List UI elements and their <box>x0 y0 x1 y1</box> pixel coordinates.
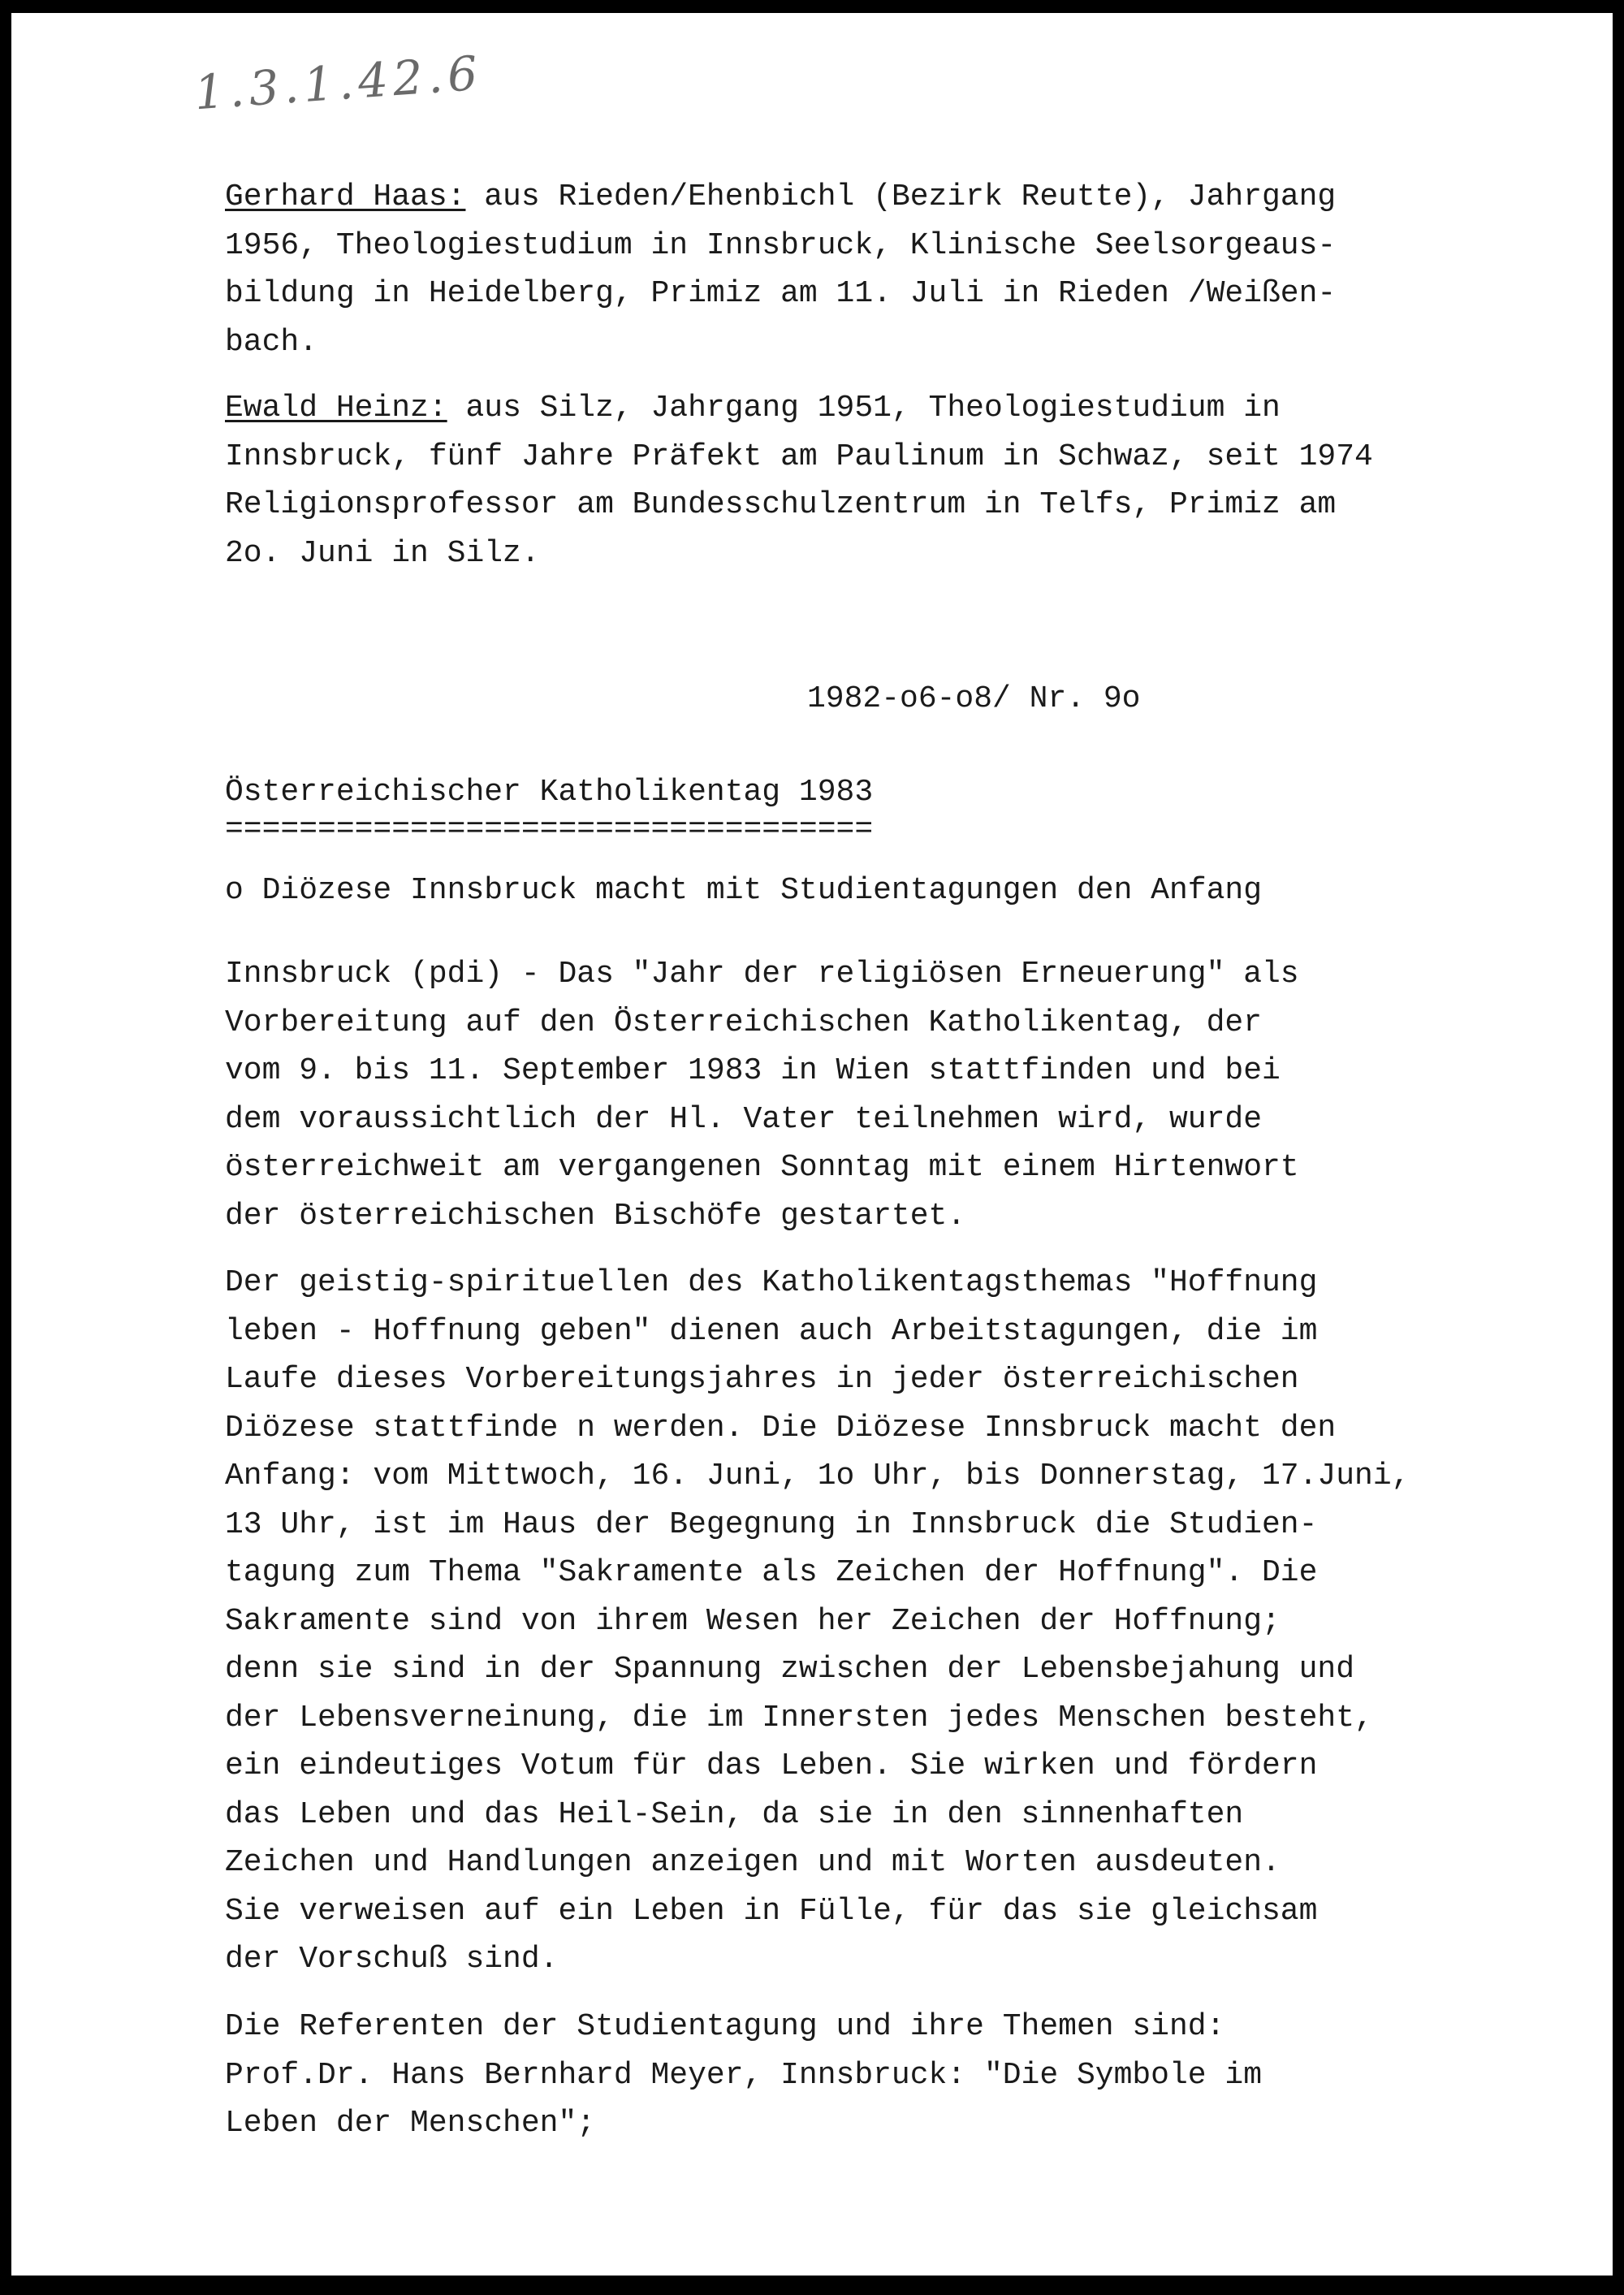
text-line: denn sie sind in der Spannung zwischen der Lebensbejahung und <box>225 1652 1355 1687</box>
text-line: Anfang: vom Mittwoch, 16. Juni, 1o Uhr, bis Donnerstag, 17.Juni, <box>225 1459 1410 1493</box>
document-page <box>11 13 1613 2276</box>
paragraph-1 <box>225 950 1299 1240</box>
text-line: aus Silz, Jahrgang 1951, Theologiestudium in <box>447 391 1281 426</box>
text-line: Innsbruck, fünf Jahre Präfekt am Paulinum in Schwaz, seit 1974 <box>225 439 1373 474</box>
text-line: österreichweit am vergangenen Sonntag mit einem Hirtenwort <box>225 1150 1299 1185</box>
entry-name: Ewald Heinz: <box>225 391 447 426</box>
text-line: leben - Hoffnung geben" dienen auch Arbeitstagungen, die im <box>225 1313 1318 1349</box>
text-line: vom 9. bis 11. September 1983 in Wien stattfinden und bei <box>225 1053 1281 1088</box>
text-line: der österreichischen Bischöfe gestartet. <box>225 1198 966 1234</box>
text-line: Laufe dieses Vorbereitungsjahres in jeder österreichischen <box>225 1362 1299 1397</box>
entry-name: Gerhard Haas: <box>225 179 466 214</box>
text-line: der Lebensverneinung, die im Innersten jedes Menschen besteht, <box>225 1700 1373 1735</box>
text-line: bildung in Heidelberg, Primiz am 11. Juli in Rieden /Weißen- <box>225 276 1337 311</box>
paragraph-2 <box>225 1259 1410 1984</box>
text-line: Prof.Dr. Hans Bernhard Meyer, Innsbruck: "Die Symbole im <box>225 2057 1263 2093</box>
text-line: Sakramente sind von ihrem Wesen her Zeichen der Hoffnung; <box>225 1603 1281 1639</box>
text-line: 2o. Juni in Silz. <box>225 535 540 571</box>
text-line: der Vorschuß sind. <box>225 1942 559 1977</box>
heading: Österreichischer Katholikentag 1983 <box>225 775 874 810</box>
text-line: Der geistig-spirituellen des Katholikentagsthemas "Hoffnung <box>225 1265 1318 1300</box>
text-line: Zeichen und Handlungen anzeigen und mit Worten ausdeuten. <box>225 1845 1281 1880</box>
heading-rule: =================================== <box>225 812 874 847</box>
subtitle: o Diözese Innsbruck macht mit Studientagungen den Anfang <box>225 873 1263 908</box>
text-line: das Leben und das Heil-Sein, da sie in den sinnenhaften <box>225 1796 1244 1832</box>
text-line: Religionsprofessor am Bundesschulzentrum in Telfs, Primiz am <box>225 487 1337 522</box>
text-line: dem voraussichtlich der Hl. Vater teilnehmen wird, wurde <box>225 1101 1263 1137</box>
text-line: 13 Uhr, ist im Haus der Begegnung in Innsbruck die Studien- <box>225 1506 1318 1542</box>
handwritten-reference: 1.3.1.42.6 <box>192 45 485 121</box>
text-line: Innsbruck (pdi) - Das "Jahr der religiösen Erneuerung" als <box>225 957 1299 992</box>
dateline: 1982-o6-o8/ Nr. 9o <box>807 681 1141 716</box>
entry-gerhard-haas <box>225 173 1336 366</box>
text-line: Die Referenten der Studientagung und ihre Themen sind: <box>225 2009 1225 2044</box>
text-line: aus Rieden/Ehenbichl (Bezirk Reutte), Jahrgang <box>465 179 1337 214</box>
text-line: bach. <box>225 324 318 360</box>
text-line: 1956, Theologiestudium in Innsbruck, Klinische Seelsorgeaus- <box>225 227 1337 263</box>
text-line: Vorbereitung auf den Österreichischen Katholikentag, der <box>225 1005 1263 1040</box>
text-line: ein eindeutiges Votum für das Leben. Sie wirken und fördern <box>225 1748 1318 1783</box>
text-line: tagung zum Thema "Sakramente als Zeichen der Hoffnung". Die <box>225 1555 1318 1590</box>
text-line: Sie verweisen auf ein Leben in Fülle, für das sie gleichsam <box>225 1893 1318 1929</box>
paragraph-3 <box>225 2003 1262 2148</box>
entry-ewald-heinz <box>225 384 1373 577</box>
text-line: Leben der Menschen"; <box>225 2106 596 2141</box>
text-line: Diözese stattfinde n werden. Die Diözese Innsbruck macht den <box>225 1410 1337 1446</box>
